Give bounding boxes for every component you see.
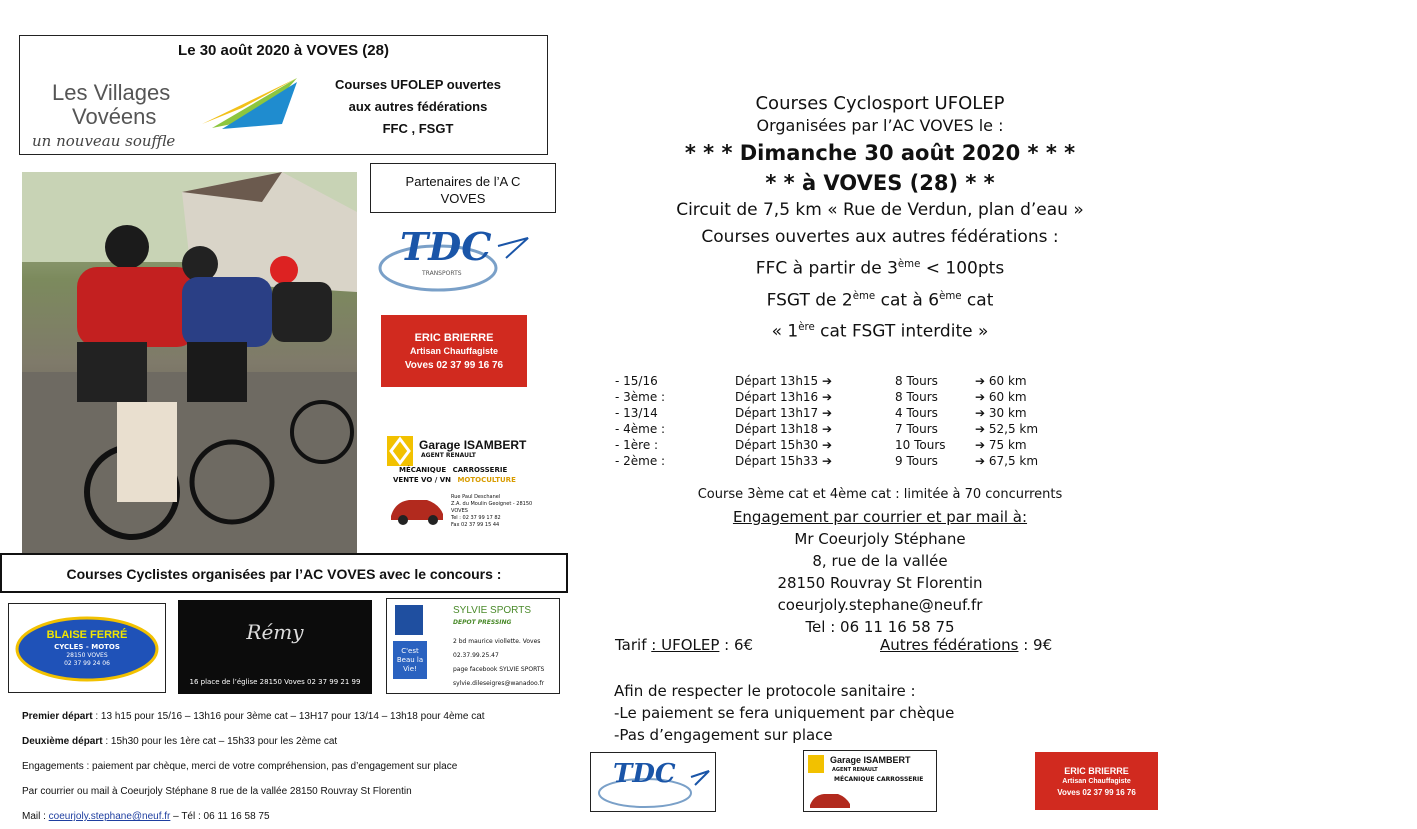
garage-addr1: Rue Paul Deschanel: [451, 494, 501, 500]
sylvie-name: SYLVIE SPORTS: [453, 605, 531, 616]
tarif-ufolep: : UFOLEP: [651, 636, 720, 654]
eric-job: Artisan Chauffagiste: [409, 346, 498, 356]
schedule-depart: Départ 15h33 ➔: [735, 454, 833, 468]
sanitary-info: [614, 680, 954, 746]
tdc-logo-bottom: [590, 752, 716, 812]
garage-vente: VENTE VO / VN: [393, 476, 452, 484]
schedule-tours: 9 Tours: [895, 454, 938, 468]
sylvie-sports-card: [386, 598, 560, 694]
contact-tel: Tel : 06 11 16 58 75: [805, 618, 955, 636]
blaise-ferre-card: [8, 603, 166, 693]
tarif-autres: Autres fédérations: [880, 636, 1019, 654]
schedule-row: [615, 437, 1055, 453]
schedule-cat: - 15/16: [615, 374, 658, 388]
bottom-left-info: [22, 704, 485, 829]
mail-line: Mail : coeurjoly.stephane@neuf.fr – Tél : 06 11 16 58 75: [22, 811, 270, 822]
garage-isambert-bottom: Garage ISAMBERT AGENT RENAULT MÉCANIQUE CARROSSERIE: [803, 750, 937, 812]
remy-logo-text: Rémy: [246, 620, 304, 644]
organised-by: Organisées par l’AC VOVES le :: [756, 116, 1004, 135]
schedule-depart: Départ 13h18 ➔: [735, 422, 833, 436]
schedule-cat: - 13/14: [615, 406, 658, 420]
schedule-tours: 8 Tours: [895, 390, 938, 404]
tbs-logo-icon: [395, 605, 423, 635]
cyclists-illustration: [22, 172, 357, 554]
eric-brierre-bottom: ERIC BRIERRE Artisan Chauffagiste Voves 02 37 99 16 76: [1035, 752, 1158, 810]
schedule-row: [615, 453, 1055, 469]
garage-isambert-card: [385, 432, 550, 532]
schedule-row: [615, 389, 1055, 405]
tarif-line: Tarif : UFOLEP : 6€: [615, 636, 754, 654]
blaise-sub: CYCLES - MOTOS: [54, 643, 120, 651]
right-announcement: [600, 92, 1160, 346]
logo-tagline: un nouveau souffle: [32, 132, 176, 150]
event-date-title: Le 30 août 2020 à VOVES (28): [178, 42, 389, 59]
eric-brierre-card: [381, 315, 527, 387]
remy-address: 16 place de l’église 28150 Voves 02 37 99 21 99: [189, 678, 361, 686]
partners-title-line1: Partenaires de l’A C: [405, 174, 521, 189]
course-limit: Course 3ème cat et 4ème cat : limitée à 70 concurrents: [697, 487, 1063, 502]
schedule-tours: 10 Tours: [895, 438, 946, 452]
logo-line1: Les Villages: [52, 80, 171, 105]
fsgt-rule: FSGT de 2ème cat à 6ème cat: [766, 290, 994, 311]
header-federations: [303, 74, 533, 140]
schedule-km: ➔ 67,5 km: [975, 454, 1039, 468]
header-box: [19, 35, 548, 155]
event-place: * * à VOVES (28) * *: [765, 171, 995, 195]
contact-addr2: 28150 Rouvray St Florentin: [777, 574, 983, 592]
circuit-info: Circuit de 7,5 km « Rue de Verdun, plan d’eau »: [676, 200, 1084, 220]
schedule-tours: 7 Tours: [895, 422, 938, 436]
contact-addr1: 8, rue de la vallée: [812, 552, 948, 570]
event-date: * * * Dimanche 30 août 2020 * * *: [684, 141, 1076, 165]
engagements-info: Engagements : paiement par chèque, merci de votre compréhension, pas d’engagement sur place: [22, 761, 458, 772]
cest-beau-badge: C'est Beau la Vie!: [393, 641, 427, 679]
open-federations: Courses ouvertes aux autres fédérations :: [701, 227, 1059, 247]
mail-post-info: Par courrier ou mail à Coeurjoly Stéphane 8 rue de la vallée 28150 Rouvray St Florentin: [22, 786, 412, 797]
schedule-depart: Départ 13h15 ➔: [735, 374, 833, 388]
header-right-line1: Courses UFOLEP ouvertes: [335, 77, 501, 92]
garage-addr2: Z.A. du Moulin Geoignet - 28150 VOVES: [451, 501, 533, 514]
header-right-line2: aux autres fédérations: [348, 99, 488, 114]
blaise-tel: 02 37 99 24 06: [64, 660, 110, 667]
schedule-km: ➔ 52,5 km: [975, 422, 1039, 436]
schedule-tours: 4 Tours: [895, 406, 938, 420]
schedule-km: ➔ 60 km: [975, 390, 1027, 404]
cyclists-photo: [22, 172, 357, 554]
garage-mecanique: MÉCANIQUE: [399, 466, 447, 474]
sylvie-sub: DEPOT PRESSING: [453, 619, 512, 626]
schedule-row: [615, 373, 1055, 389]
garage-motoculture: MOTOCULTURE: [457, 476, 516, 484]
villages-voveens-logo: [32, 68, 302, 150]
remy-card: [178, 600, 372, 694]
second-departure: Deuxième départ : 15h30 pour les 1ère cat – 15h33 pour les 2ème cat: [22, 736, 338, 747]
sylvie-line1: 2 bd maurice viollette. Voves: [453, 638, 541, 645]
logo-swoosh-icon: [202, 74, 302, 130]
schedule-row: [615, 421, 1055, 437]
logo-line2: Vovéens: [72, 104, 157, 129]
tdc-logo: [378, 218, 538, 298]
sanitary-line2: -Le paiement se fera uniquement par chèque: [614, 704, 955, 722]
banner-text: Courses Cyclistes organisées par l’AC VOVES avec le concours :: [66, 566, 502, 582]
eric-phone: Voves 02 37 99 16 76: [404, 360, 504, 371]
renault-logo-icon: [387, 436, 413, 466]
garage-name: Garage ISAMBERT: [419, 438, 527, 452]
schedule-table: [615, 373, 1055, 469]
garage-fax: Fax 02 37 99 15 44: [451, 522, 500, 528]
garage-sub: AGENT RENAULT: [421, 452, 476, 459]
schedule-km: ➔ 60 km: [975, 374, 1027, 388]
sponsors-banner: [0, 553, 568, 593]
contact-mail[interactable]: coeurjoly.stephane@neuf.fr: [777, 596, 983, 614]
partners-box: [370, 163, 556, 213]
garage-bottom-name: Garage ISAMBERT: [830, 755, 911, 765]
contact-mail-link[interactable]: coeurjoly.stephane@neuf.fr: [48, 811, 171, 822]
garage-carrosserie: CARROSSERIE: [452, 466, 508, 474]
sanitary-line3: -Pas d’engagement sur place: [614, 726, 833, 744]
sylvie-line2: 02.37.99.25.47: [453, 652, 499, 659]
engagement-heading: Engagement par courrier et par mail à:: [732, 508, 1028, 526]
eric-name: ERIC BRIERRE: [414, 332, 494, 344]
contact-name: Mr Coeurjoly Stéphane: [794, 530, 966, 548]
renault-logo-bottom-icon: [808, 755, 824, 773]
announcement-title: Courses Cyclosport UFOLEP: [755, 93, 1005, 114]
schedule-cat: - 3ème :: [615, 390, 666, 404]
sylvie-line3: page facebook SYLVIE SPORTS: [453, 666, 545, 673]
schedule-depart: Départ 13h17 ➔: [735, 406, 833, 420]
garage-bottom-sub: AGENT RENAULT: [832, 767, 878, 773]
schedule-km: ➔ 30 km: [975, 406, 1027, 420]
red-car-bottom-image: [808, 787, 852, 811]
header-right-line3: FFC , FSGT: [382, 121, 454, 136]
sanitary-line1: Afin de respecter le protocole sanitaire :: [614, 682, 916, 700]
first-departure: Premier départ : 13 h15 pour 15/16 – 13h16 pour 3ème cat – 13H17 pour 13/14 – 13h18 pour 4ème cat: [22, 711, 485, 722]
partners-title-line2: VOVES: [440, 191, 486, 206]
blaise-city: 28150 VOVES: [66, 652, 108, 659]
tdc-bottom-text: TDC: [613, 759, 676, 789]
schedule-cat: - 2ème :: [615, 454, 666, 468]
tarif-autres-line: Autres fédérations : 9€: [880, 636, 1053, 654]
garage-tel: Tel : 02 37 99 17 82: [451, 515, 501, 521]
schedule-row: [615, 405, 1055, 421]
red-car-image: [387, 490, 447, 526]
sylvie-line4: sylvie.dileseigres@wanadoo.fr: [453, 680, 545, 687]
schedule-cat: - 1ère :: [615, 438, 659, 452]
schedule-km: ➔ 75 km: [975, 438, 1027, 452]
schedule-tours: 8 Tours: [895, 374, 938, 388]
forbidden-rule: « 1ère cat FSGT interdite »: [771, 321, 989, 342]
schedule-depart: Départ 13h16 ➔: [735, 390, 833, 404]
tdc-logo-sub: TRANSPORTS: [422, 270, 462, 277]
schedule-cat: - 4ème :: [615, 422, 666, 436]
tdc-logo-text: TDC: [400, 224, 492, 269]
schedule-depart: Départ 15h30 ➔: [735, 438, 833, 452]
ffc-rule: FFC à partir de 3ème < 100pts: [755, 258, 1005, 279]
blaise-name: BLAISE FERRÉ: [46, 629, 128, 641]
